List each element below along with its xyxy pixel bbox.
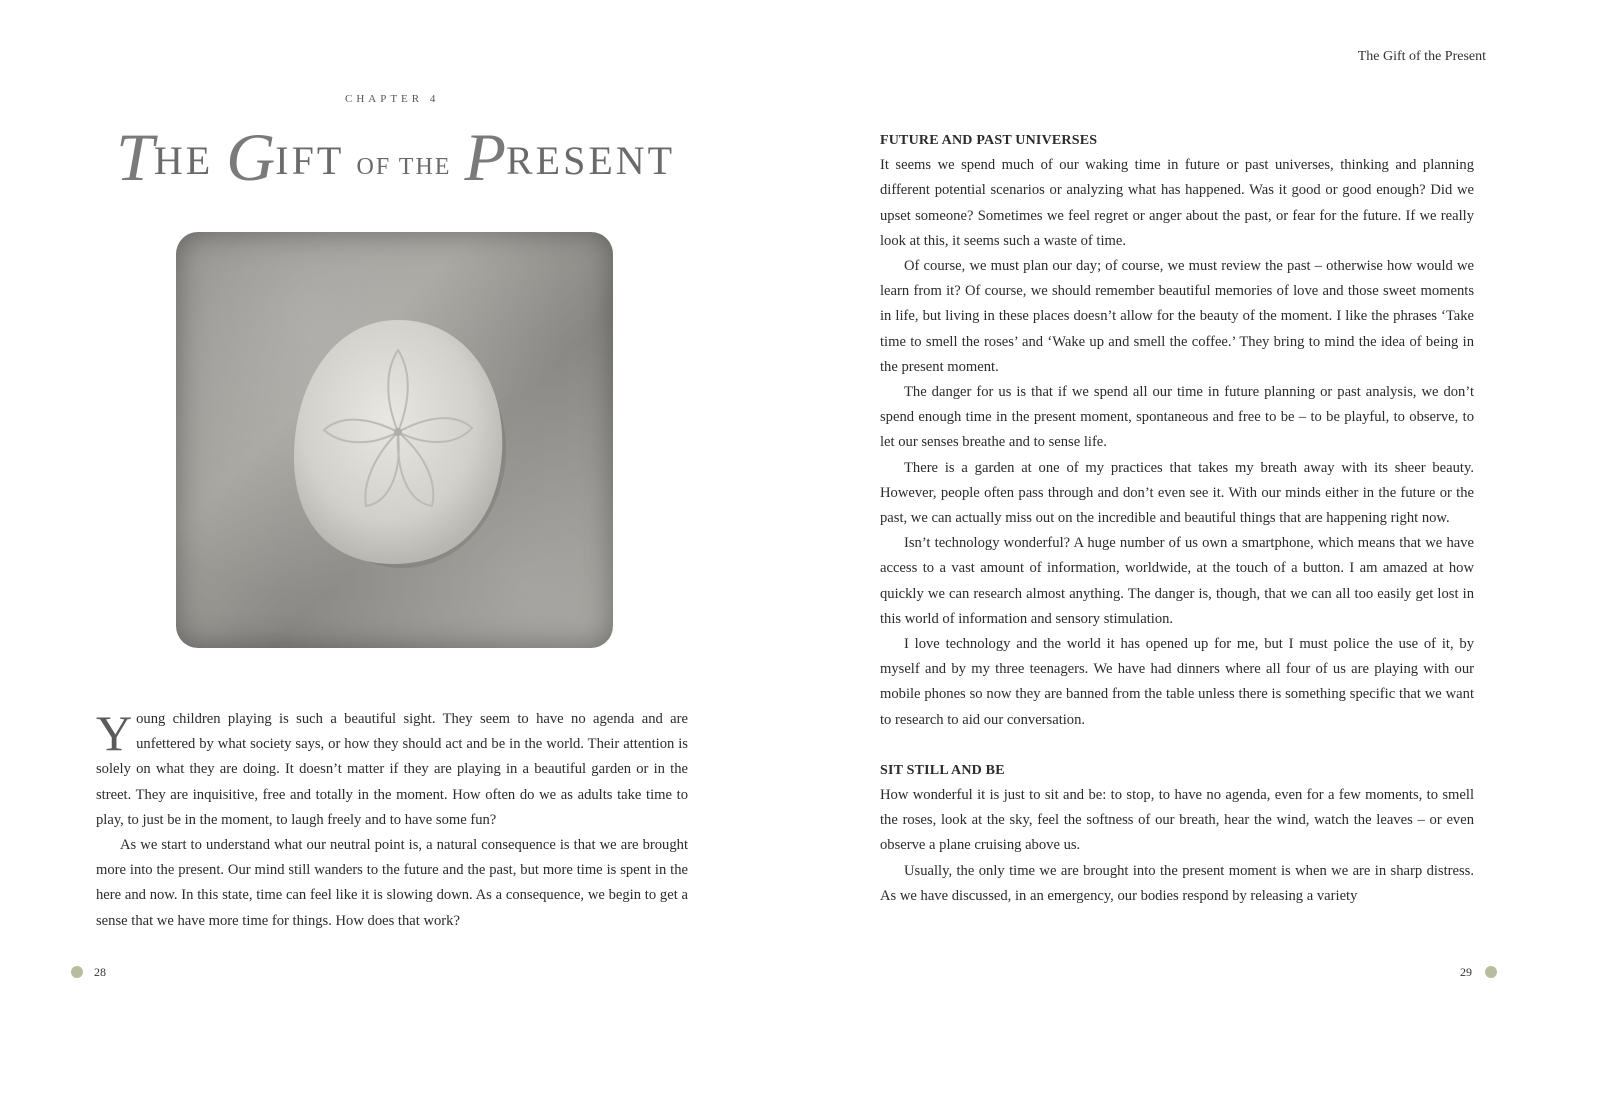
title-part-of-the: OF THE	[356, 154, 452, 180]
paragraph: There is a garden at one of my practices that takes my breath away with its sheer beauty. However, people often pass through and don’t even see it. With our minds either in the future or the past, we can actually miss out on the incredible and beautiful things that are happening right now.	[880, 459, 1474, 527]
paragraph: Isn’t technology wonderful? A huge number of us own a smartphone, which means that we have access to a vast amount of information, worldwide, at the touch of a button. I am amazed at how quickly we can research almost anything. The danger is, though, that we can all too easily get lost in this world of information and sensory stimulation.	[880, 535, 1474, 627]
paragraph: The danger for us is that if we spend all our time in future planning or past analysis, we don’t spend enough time in the present moment, spontaneous and free to be – to be playful, to observe, to let our senses breathe and to sense life.	[880, 384, 1474, 451]
right-body-text	[880, 128, 1474, 909]
sand-dollar-illustration	[176, 232, 613, 648]
paragraph: Usually, the only time we are brought into the present moment is when we are in sharp distress. As we have discussed, in an emergency, our bodies respond by releasing a variety	[880, 862, 1474, 904]
folio-dot-icon	[71, 966, 83, 978]
title-cap-g: G	[226, 119, 276, 195]
title-cap-p: P	[464, 119, 506, 195]
title-cap-t: T	[116, 119, 154, 195]
paragraph: Of course, we must plan our day; of course, we must review the past – otherwise how would we learn from it? Of course, we should remember beautiful memories of love and those sweet moments in life, but living in these places doesn’t allow for the beauty of the moment. I like the phrases ‘Take time to smell the roses’ and ‘Wake up and smell the coffee.’ They bring to mind the idea of being in the present moment.	[880, 258, 1474, 375]
chapter-label: CHAPTER 4	[345, 93, 440, 105]
sand-dollar-photo	[176, 232, 613, 648]
section-heading-sit-still: SIT STILL AND BE	[880, 762, 1005, 778]
intro-paragraph-text: oung children playing is such a beautiful sight. They seem to have no agenda and are unfettered by what society says, or how they should act and be in the world. Their attention is solely on what they are doing. It doesn’t matter if they are playing in a beautiful garden or in the street. They are inquisitive, free and totally in the moment. How often do we as adults take time to play, to just be in the moment, to laugh freely and to have some fun?	[96, 711, 688, 828]
left-body-text	[96, 707, 688, 934]
paragraph: I love technology and the world it has opened up for me, but I must police the use of it, by myself and by my three teenagers. We have had dinners where all four of us are playing with our mobile phones so now they are banned from the table unless there is something specific that we want to research to aid our conversation.	[880, 636, 1474, 728]
intro-paragraph	[96, 707, 688, 833]
page-number-right: 29	[1460, 965, 1472, 979]
title-part-he: HE	[153, 138, 214, 183]
drop-cap: Y	[96, 705, 133, 761]
paragraph: As we start to understand what our neutral point is, a natural consequence is that we are brought more into the present. Our mind still wanders to the future and the past, but more time is spent in the here and now. In this state, time can feel like it is slowing down. As a consequence, we begin to get a sense that we have more time for things. How does that work?	[96, 837, 688, 929]
page-number-left: 28	[94, 965, 106, 979]
title-part-resent: RESENT	[506, 138, 676, 183]
running-head: The Gift of the Present	[1357, 49, 1486, 64]
chapter-title	[116, 118, 676, 197]
section-heading-future-past: FUTURE AND PAST UNIVERSES	[880, 133, 1098, 148]
folio-dot-icon	[1485, 966, 1497, 978]
paragraph: How wonderful it is just to sit and be: to stop, to have no agenda, even for a few moments, to smell the roses, look at the sky, feel the softness of our breath, hear the wind, watch the leaves – or even observe a plane cruising above us.	[880, 787, 1474, 854]
title-part-ift: IFT	[275, 138, 344, 183]
paragraph: It seems we spend much of our waking time in future or past universes, thinking and planning different potential scenarios or analyzing what has happened. Was it good or good enough? Did we upset someone? Sometimes we feel regret or anger about the past, or fear for the future. If we really look at this, it seems such a waste of time.	[880, 157, 1474, 249]
